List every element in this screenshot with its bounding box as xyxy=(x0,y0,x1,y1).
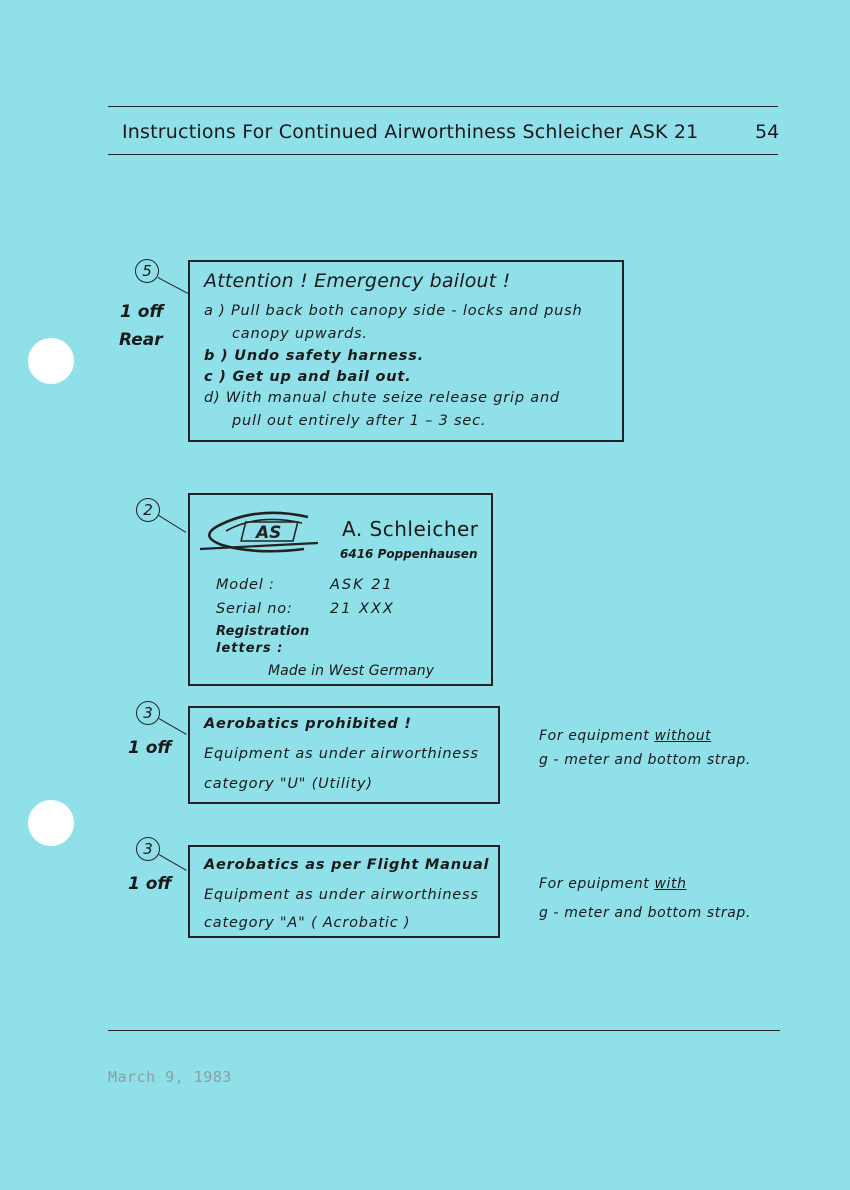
step-d-cont: pull out entirely after 1 – 3 sec. xyxy=(232,413,487,429)
callout-pointer xyxy=(158,277,188,294)
serial-value: 21 XXX xyxy=(330,601,395,617)
label5-location: Rear xyxy=(119,330,163,350)
callout-number-3: 3 xyxy=(136,701,160,725)
made-in-line: Made in West Germany xyxy=(268,663,435,679)
emergency-bailout-placard xyxy=(188,260,624,442)
step-a-cont: canopy upwards. xyxy=(232,326,368,342)
placard-heading: Attention ! Emergency bailout ! xyxy=(204,270,511,292)
placard-line-3: category "U" (Utility) xyxy=(204,776,373,792)
aerobatics-permitted-placard xyxy=(188,845,500,938)
logo-letters: AS xyxy=(256,523,282,543)
header-bottom-rule xyxy=(108,154,778,155)
company-name: A. Schleicher xyxy=(342,517,479,541)
document-date: March 9, 1983 xyxy=(108,1068,232,1086)
label5-quantity: 1 off xyxy=(120,302,164,322)
placard-line-1: Aerobatics prohibited ! xyxy=(204,716,412,732)
placard-line-1: Aerobatics as per Flight Manual xyxy=(204,857,490,873)
note-without xyxy=(539,728,711,744)
schleicher-logo xyxy=(196,505,346,567)
callout-number-2: 2 xyxy=(136,498,160,522)
step-a: a ) Pull back both canopy side - locks and push xyxy=(204,303,583,319)
model-value: ASK 21 xyxy=(330,577,394,593)
note-with xyxy=(539,876,687,892)
header-top-rule xyxy=(108,106,778,107)
model-label: Model : xyxy=(216,577,275,593)
note-without-prefix: For equipment xyxy=(539,728,655,744)
note-with-prefix: For epuipment xyxy=(539,876,655,892)
placard-line-2: Equipment as under airworthiness xyxy=(204,746,479,762)
step-c: c ) Get up and bail out. xyxy=(204,369,412,385)
label3a-quantity: 1 off xyxy=(128,738,172,758)
note-with-line-2: g - meter and bottom strap. xyxy=(539,905,751,921)
note-without-emphasis: without xyxy=(654,728,712,744)
placard-line-3: category "A" ( Acrobatic ) xyxy=(204,915,411,931)
callout-number-5: 5 xyxy=(135,259,159,283)
callout-number-3: 3 xyxy=(136,837,160,861)
callout-pointer xyxy=(159,718,187,735)
placard-line-2: Equipment as under airworthiness xyxy=(204,887,479,903)
step-b: b ) Undo safety harness. xyxy=(204,348,424,364)
label3b-quantity: 1 off xyxy=(128,874,172,894)
registration-label: Registration xyxy=(216,624,310,639)
page-title: Instructions For Continued Airworthiness Schleicher ASK 21 xyxy=(122,121,699,143)
serial-label: Serial no: xyxy=(216,601,293,617)
company-address: 6416 Poppenhausen xyxy=(340,547,478,561)
callout-pointer xyxy=(159,854,187,871)
footer-rule xyxy=(108,1030,780,1031)
registration-label-2: letters : xyxy=(216,641,284,656)
aerobatics-prohibited-placard xyxy=(188,706,500,804)
punch-hole-top xyxy=(28,338,74,384)
page-number: 54 xyxy=(755,121,780,143)
callout-pointer xyxy=(158,515,186,533)
note-without-line-2: g - meter and bottom strap. xyxy=(539,752,751,768)
step-d: d) With manual chute seize release grip and xyxy=(204,390,560,406)
note-with-emphasis: with xyxy=(654,876,687,892)
punch-hole-bottom xyxy=(28,800,74,846)
